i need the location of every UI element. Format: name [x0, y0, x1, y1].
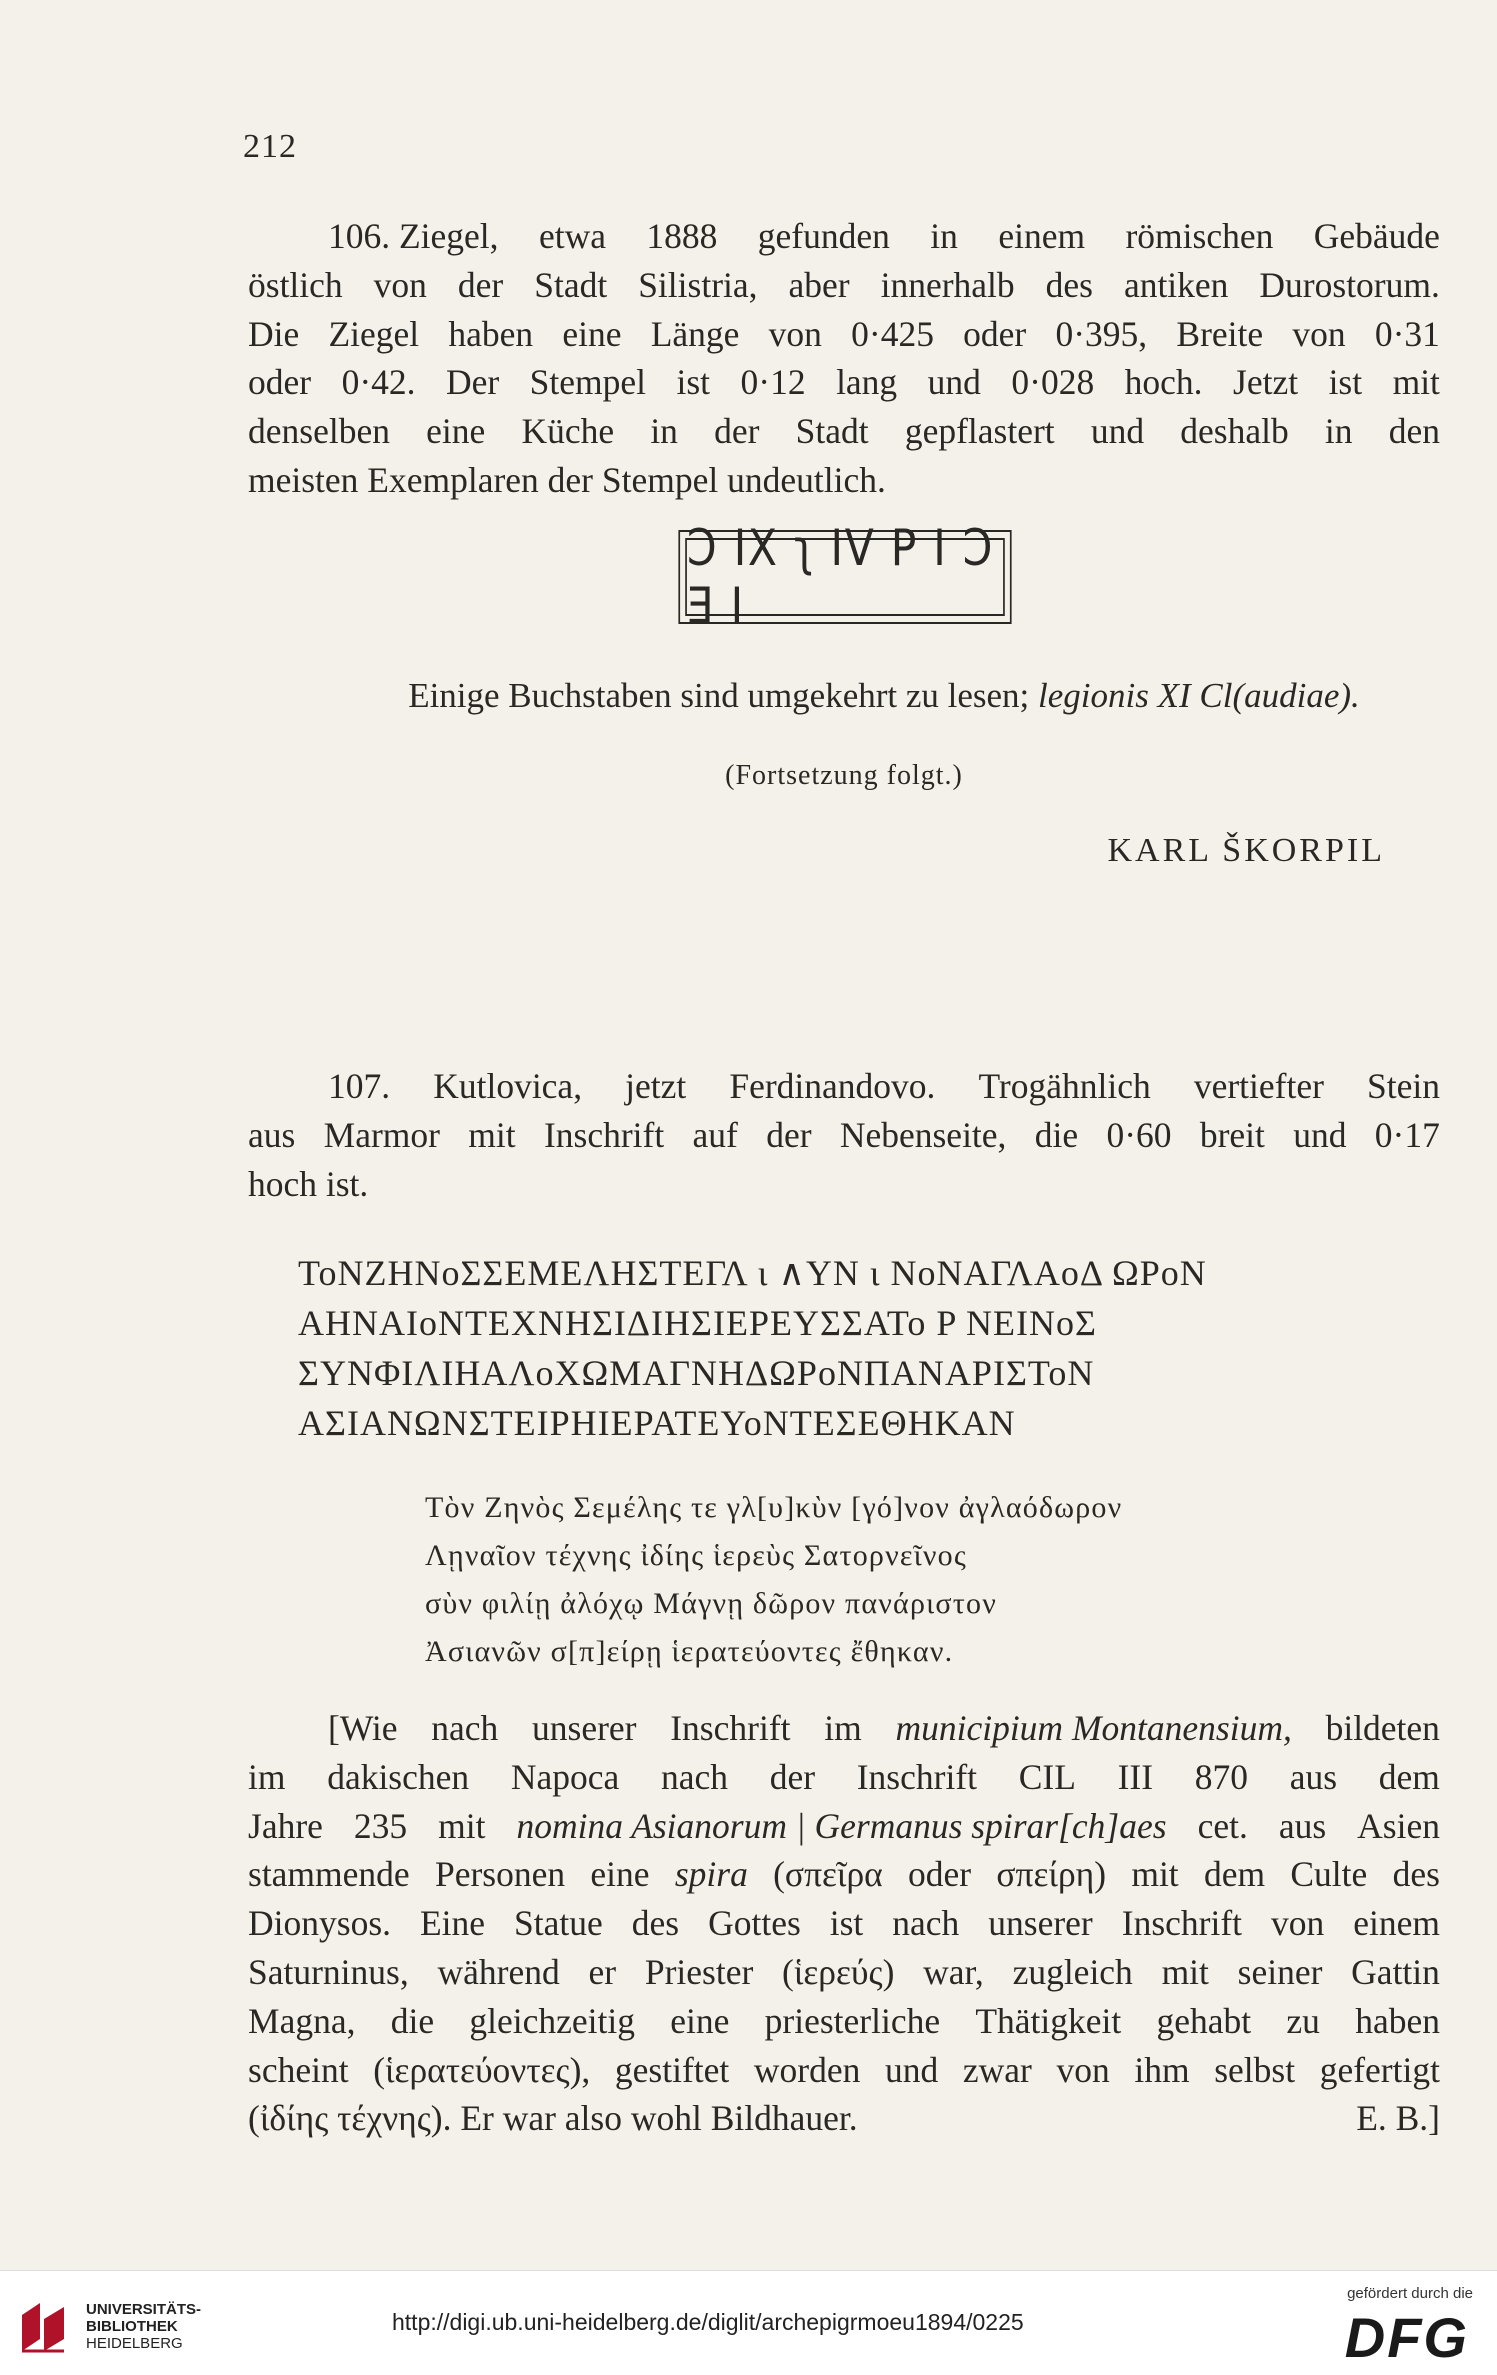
word: des: [1045, 264, 1093, 305]
transcription-line: Ἀσιανῶν σ[π]είρῃ ἱερατεύοντες ἔθηκαν.: [425, 1635, 954, 1668]
library-logo-icon: [16, 2299, 74, 2357]
brick-stamp: Ͻ ΙΧ ʅ ΙV Ρ Ι Ͻ Ǝ Ι: [685, 538, 1005, 616]
word: Asien: [1357, 1805, 1440, 1846]
word: unserer: [988, 1903, 1093, 1944]
word: auf: [692, 1114, 738, 1155]
word: aus: [248, 1114, 296, 1155]
text-line: [248, 1753, 1440, 1802]
word: oder: [963, 313, 1027, 354]
word: innerhalb: [880, 264, 1015, 305]
word: Marmor: [323, 1114, 440, 1155]
word: war,: [923, 1951, 984, 1992]
inscription-line: AΣIANΩNΣTEIPHIEPATEYoNTEΣEΘHKAN: [298, 1403, 1016, 1443]
word: Länge: [650, 313, 740, 354]
word: σπείρη): [996, 1854, 1107, 1895]
word: ist: [829, 1903, 864, 1944]
word: von: [1271, 1903, 1325, 1944]
word: römischen: [1125, 216, 1274, 256]
word: und: [1090, 411, 1145, 452]
dfg-logo: DFG: [1344, 2306, 1469, 2369]
word: den: [1388, 411, 1440, 452]
word: 0·31: [1374, 313, 1440, 354]
word: III: [1117, 1756, 1154, 1797]
text-line: [248, 456, 1440, 505]
inscription-transcription: [425, 1484, 1245, 1676]
word: Statue: [514, 1903, 603, 1944]
word: von: [1056, 2049, 1110, 2090]
word: Thätigkeit: [975, 2000, 1122, 2041]
text-line: [248, 310, 1440, 359]
text-line: [248, 2094, 1440, 2143]
word: [Wie: [328, 1708, 398, 1748]
word: jetzt: [625, 1066, 687, 1106]
word: haben: [448, 313, 534, 354]
word: Der: [445, 362, 500, 403]
word: Napoca: [510, 1756, 620, 1797]
word: nach: [660, 1756, 728, 1797]
word: hoch ist.: [248, 1163, 369, 1204]
word: einem: [998, 216, 1086, 256]
text-line: [248, 1160, 1440, 1209]
section-106-text: [248, 212, 1440, 505]
text-line: [248, 1111, 1440, 1160]
word: Inschrift: [1121, 1903, 1243, 1944]
word: meisten Exemplaren der Stempel undeutlich.: [248, 459, 886, 500]
word: Dionysos.: [248, 1903, 392, 1944]
word: CIL: [1018, 1756, 1076, 1797]
transcription-line: σὺν φιλίῃ ἀλόχῳ Μάγνῃ δῶρον πανάριστον: [425, 1587, 998, 1620]
word: Inschrift: [543, 1114, 665, 1155]
word: dem: [1378, 1756, 1440, 1797]
word: cet.: [1197, 1805, 1248, 1846]
word: aus: [1278, 1805, 1327, 1846]
word: die: [1034, 1114, 1079, 1155]
word: von: [768, 313, 822, 354]
word: gestiftet: [614, 2049, 730, 2090]
word: Priester: [644, 1951, 754, 1992]
inscription-line: AHNAIoNTEXNHΣIΔIHΣIEPEYΣΣATo P NEINoΣ: [298, 1303, 1097, 1343]
word: denselben: [248, 411, 390, 452]
word: Personen: [434, 1854, 566, 1895]
word: Gottes: [708, 1903, 801, 1944]
word: im: [248, 1756, 286, 1797]
word: (ἱερεύς): [782, 1951, 895, 1992]
word: 0·17: [1374, 1114, 1440, 1155]
word: Inschrift: [856, 1756, 977, 1797]
word: Gattin: [1351, 1951, 1440, 1992]
word: spira: [674, 1854, 748, 1895]
word: aus: [1289, 1756, 1338, 1797]
text-line: [248, 1802, 1440, 1851]
word: unserer: [532, 1708, 637, 1748]
word: nomina Asianorum | Germanus spirar[ch]aes: [516, 1805, 1167, 1846]
word: ist: [1328, 362, 1363, 403]
word: Breite: [1176, 313, 1264, 354]
text-line: [248, 407, 1440, 456]
word: 106. Ziegel,: [328, 216, 499, 256]
page-number: 212: [243, 128, 297, 165]
word: 0·425: [851, 313, 934, 354]
section-107-text: [248, 1062, 1440, 1208]
word: des: [631, 1903, 680, 1944]
word: ihm: [1134, 2049, 1190, 2090]
word: mit: [1131, 1854, 1179, 1895]
word: der: [769, 1756, 816, 1797]
text-line: [248, 2046, 1440, 2095]
word: Stadt: [795, 411, 869, 452]
word: Inschrift: [670, 1708, 791, 1748]
word: priesterliche: [764, 2000, 941, 2041]
text-line: [248, 1948, 1440, 1997]
word: oder: [908, 1854, 972, 1895]
word: (σπεῖρα: [773, 1854, 883, 1895]
word: von: [1292, 313, 1346, 354]
word: er: [588, 1951, 617, 1992]
word: Jetzt: [1233, 362, 1299, 403]
word: dem: [1203, 1854, 1266, 1895]
word: Ziegel: [328, 313, 420, 354]
transcription-line: Τὸν Ζηνὸς Σεμέλης τε γλ[υ]κὺν [γό]νον ἀγλαόδωρον: [425, 1491, 1123, 1524]
word: zugleich: [1012, 1951, 1133, 1992]
word: 0·42.: [341, 362, 416, 403]
word: antiken: [1123, 264, 1229, 305]
word: Die: [248, 313, 300, 354]
word: Silistria,: [638, 264, 758, 305]
word: gleichzeitig: [469, 2000, 635, 2041]
word: mit: [468, 1114, 516, 1155]
word: in: [650, 411, 678, 452]
word: gepflastert: [904, 411, 1055, 452]
commentary-initials: E. B.]: [1356, 2098, 1440, 2139]
word: municipium Montanensium,: [895, 1708, 1292, 1748]
word: Gebäude: [1313, 216, 1440, 256]
word: 107.: [328, 1066, 391, 1106]
commentary-text: [248, 1704, 1440, 2143]
library-name-line: BIBLIOTHEK: [86, 2318, 178, 2335]
stamp-note-reading: legionis XI Cl(audiae).: [1038, 676, 1360, 715]
word: bildeten: [1325, 1708, 1440, 1748]
word: 0·028: [1011, 362, 1095, 403]
text-line: [248, 261, 1440, 310]
text-line: [248, 1899, 1440, 1948]
word: stammende: [248, 1854, 410, 1895]
word: im: [824, 1708, 862, 1748]
word: der: [457, 264, 504, 305]
word: der: [714, 411, 760, 452]
word: eine: [426, 411, 486, 452]
word: der: [766, 1114, 812, 1155]
word: und: [884, 2049, 939, 2090]
word: aber: [788, 264, 850, 305]
word: (ἱερατεύοντες),: [373, 2049, 591, 2090]
word: selbst: [1214, 2049, 1296, 2090]
word: seiner: [1237, 1951, 1323, 1992]
inscription-line: ΣYNΦIΛIHAΛoXΩMAΓNHΔΩPoNΠANAPIΣToN: [298, 1353, 1095, 1393]
word: oder: [248, 362, 312, 403]
word: dakischen: [327, 1756, 470, 1797]
word: gefertigt: [1319, 2049, 1440, 2090]
word: Saturninus,: [248, 1951, 409, 1992]
text-line: [248, 1704, 1440, 1753]
word: 870: [1194, 1756, 1249, 1797]
word: Jahre: [248, 1805, 323, 1846]
stamp-note-text: Einige Buchstaben sind umgekehrt zu lesen;: [408, 676, 1039, 715]
word: haben: [1355, 2000, 1440, 2041]
word: Magna,: [248, 2000, 356, 2041]
word: scheint: [248, 2049, 349, 2090]
word: 0·12: [740, 362, 806, 403]
inscription-majuscule: [298, 1248, 1338, 1448]
inscription-line: ToNZHNoΣΣEMEΛHΣTEΓΛ ι ∧YN ι NoNAΓΛAoΔ ΩPoN: [298, 1253, 1207, 1293]
word: Eine: [420, 1903, 486, 1944]
commentary-last-line: (ἰδίης τέχνης). Er war also wohl Bildhauer.: [248, 2098, 858, 2139]
word: Kutlovica,: [433, 1066, 583, 1106]
word: nach: [431, 1708, 499, 1748]
word: Culte: [1290, 1854, 1368, 1895]
word: eine: [562, 313, 622, 354]
word: von: [373, 264, 427, 305]
word: gehabt: [1156, 2000, 1252, 2041]
word: östlich: [248, 264, 343, 305]
word: Trogähnlich: [978, 1066, 1151, 1106]
word: Ferdinandovo.: [729, 1066, 936, 1106]
word: deshalb: [1180, 411, 1289, 452]
word: Durostorum.: [1259, 264, 1440, 305]
digitization-footer: [0, 2270, 1497, 2375]
permalink-url[interactable]: http://digi.ub.uni-heidelberg.de/diglit/archepigrmoeu1894/0225: [392, 2309, 1024, 2335]
word: gefunden: [757, 216, 890, 256]
word: Nebenseite,: [839, 1114, 1007, 1155]
word: etwa: [538, 216, 606, 256]
word: 0·60: [1106, 1114, 1172, 1155]
word: eine: [670, 2000, 730, 2041]
word: während: [437, 1951, 560, 1992]
text-line: [248, 1850, 1440, 1899]
word: in: [1324, 411, 1353, 452]
word: Küche: [521, 411, 615, 452]
continued-note: (Fortsetzung folgt.): [725, 760, 963, 791]
word: vertiefter: [1193, 1066, 1324, 1106]
word: mit: [1392, 362, 1440, 403]
word: breit: [1199, 1114, 1265, 1155]
text-line: [248, 212, 1440, 261]
word: 0·395,: [1055, 313, 1148, 354]
word: 1888: [646, 216, 718, 256]
library-name-line: UNIVERSITÄTS-: [86, 2301, 202, 2318]
word: mit: [438, 1805, 486, 1846]
funding-note: gefördert durch die: [1347, 2285, 1473, 2302]
word: und: [1293, 1114, 1347, 1155]
word: eine: [590, 1854, 650, 1895]
word: 235: [353, 1805, 408, 1846]
library-name-line: HEIDELBERG: [86, 2335, 183, 2352]
word: des: [1392, 1854, 1440, 1895]
word: Stadt: [534, 264, 608, 305]
text-line: [248, 358, 1440, 407]
word: in: [930, 216, 958, 256]
transcription-line: Λῃναῖον τέχνης ἰδίης ἱερεὺς Σατορνεῖνος: [425, 1539, 967, 1572]
word: worden: [753, 2049, 861, 2090]
text-line: [248, 1997, 1440, 2046]
word: lang: [836, 362, 898, 403]
word: mit: [1161, 1951, 1209, 1992]
word: und: [927, 362, 981, 403]
word: ist: [676, 362, 711, 403]
text-line: [248, 1062, 1440, 1111]
word: einem: [1353, 1903, 1440, 1944]
word: hoch.: [1124, 362, 1203, 403]
word: zu: [1286, 2000, 1320, 2041]
library-name: [86, 2301, 201, 2352]
word: zwar: [962, 2049, 1032, 2090]
word: Stempel: [529, 362, 647, 403]
author-signature: KARL ŠKORPIL: [1107, 832, 1385, 869]
word: Stein: [1366, 1066, 1440, 1106]
stamp-note: [248, 676, 1480, 716]
word: nach: [892, 1903, 960, 1944]
word: die: [390, 2000, 435, 2041]
